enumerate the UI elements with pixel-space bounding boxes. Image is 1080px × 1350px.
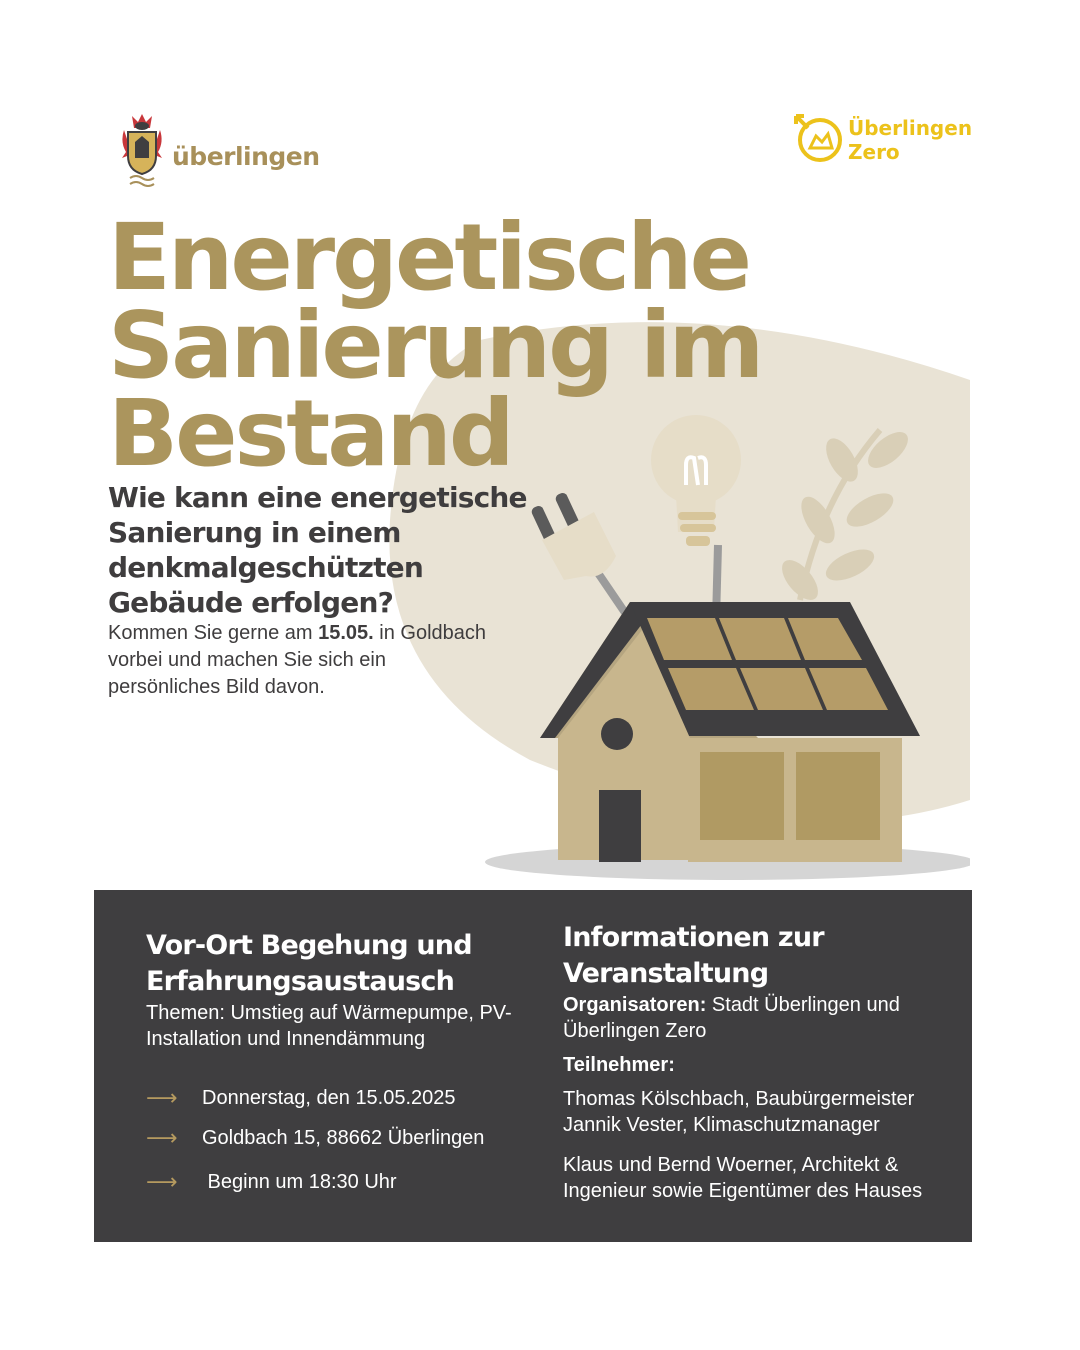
- event-time-item: [146, 1162, 536, 1202]
- event-location-text: Goldbach 15, 88662 Überlingen: [202, 1126, 485, 1149]
- event-location-item: [146, 1118, 536, 1158]
- zero-logo-line1: Überlingen: [848, 116, 973, 140]
- organizers-label: Organisatoren:: [563, 994, 707, 1016]
- participant-1: Thomas Kölschbach, Baubürgermeister: [563, 1088, 915, 1110]
- event-topics: Themen: Umstieg auf Wärmepumpe, PV-Installation und Innendämmung: [146, 1002, 512, 1050]
- event-title: Vor-Ort Begehung und Erfahrungsaustausch: [146, 930, 472, 997]
- subheadline: Wie kann eine energetische Sanierung in einem denkmalgeschützten Gebäude erfolgen?: [108, 481, 527, 619]
- intro-after: in Goldbach vorbei und machen Sie sich ein persönliches Bild davon.: [108, 622, 487, 698]
- info-column: [563, 920, 963, 1204]
- zero-logo: [792, 110, 982, 170]
- participant-2: Jannik Vester, Klimaschutzmanager: [563, 1114, 880, 1136]
- round-window: [601, 718, 633, 750]
- participants-label: Teilnehmer:: [563, 1054, 675, 1076]
- event-details-list: [146, 1078, 536, 1202]
- arrow-right-icon: ⟶: [146, 1085, 178, 1110]
- organizers-value: Stadt Überlingen und Überlingen Zero: [563, 994, 900, 1042]
- event-column: [146, 928, 536, 1202]
- event-date-item: [146, 1078, 536, 1118]
- door: [599, 790, 641, 862]
- zero-logo-line2: Zero: [848, 140, 900, 164]
- info-panel: [94, 890, 972, 1242]
- event-date-text: Donnerstag, den 15.05.2025: [202, 1086, 456, 1109]
- coat-of-arms-icon: [118, 112, 166, 188]
- organizers: [563, 992, 963, 1044]
- headline-line-3: Bestand: [108, 380, 512, 487]
- zero-logo-text: [848, 116, 972, 164]
- arrow-right-icon: ⟶: [146, 1125, 178, 1150]
- city-logo-text: überlingen: [172, 142, 320, 171]
- info-title: Informationen zur Veranstaltung: [563, 922, 824, 989]
- owners: Klaus und Bernd Woerner, Architekt & Ingenieur sowie Eigentümer des Hauses: [563, 1154, 923, 1202]
- intro-text: [108, 620, 488, 701]
- city-logo: [118, 112, 318, 188]
- event-time-text: Beginn um 18:30 Uhr: [202, 1170, 397, 1193]
- headline-line-2: Sanierung im: [108, 292, 762, 399]
- headline-line-1: Energetische: [108, 204, 750, 311]
- headline: [108, 204, 808, 487]
- arrow-right-icon: ⟶: [146, 1169, 178, 1194]
- intro-date: 15.05.: [318, 622, 374, 644]
- sun-arrow-icon: [792, 112, 844, 164]
- intro-before: Kommen Sie gerne am: [108, 622, 319, 644]
